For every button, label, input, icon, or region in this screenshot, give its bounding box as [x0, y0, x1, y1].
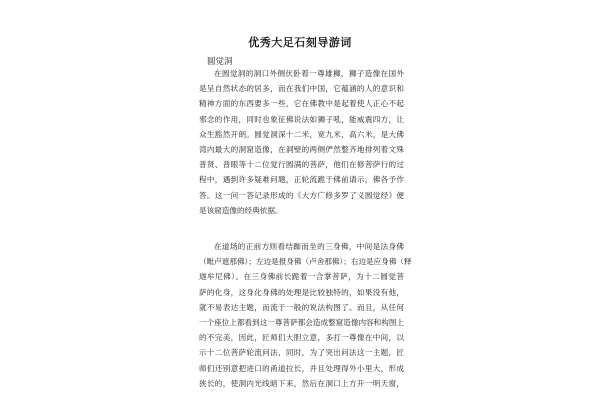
- text-line: 就不易表达主题，而流于一般的说法构图了。而且，从任何: [199, 302, 404, 312]
- section-label: 圆觉洞: [207, 57, 233, 67]
- text-line: 是该窟造像的经典依据。: [199, 205, 283, 215]
- paragraph-1: [199, 66, 404, 218]
- text-line: 师们还别意把进口的甬道拉长，并且处理得外小里大，形成: [199, 363, 404, 373]
- text-line: 邪念的作用，同时也象征佛说法如狮子吼，能威震四方，让: [199, 114, 404, 124]
- text-line: 示十二位菩萨轮流问法，同时，为了突出问法这一主题，匠: [199, 348, 404, 358]
- text-line: 的不完美，因此，匠师们大胆立意，多打一尊像在中间，以: [199, 333, 404, 343]
- text-line: 精神方面的东西要多一些，它在佛教中是起着使人正心不起: [199, 99, 404, 109]
- text-line: 迦牟尼佛）。在三身佛前长跪着一合掌菩萨，为十二圆觉菩: [199, 272, 404, 282]
- text-line: 程中，遇到许多疑难问题，正轮流跪于佛前请示，佛各予作: [199, 175, 404, 185]
- paragraph-2: [199, 239, 412, 391]
- text-line: 狭长的，使洞内光线暗下来，然后在洞口上方开一明天窗，: [199, 378, 404, 388]
- text-line: 是呈自然状态的居多，而在我们中国，它蕴涵的人的意识和: [199, 84, 404, 94]
- text-line: 湾内最大的洞窟造像，在洞壁的两侧俨然整齐地排列着文殊: [199, 144, 404, 154]
- text-line: 一个座位上都看到这一尊菩萨都会造成整窟造像内容和构图上: [199, 317, 405, 327]
- text-line: 答。这一问一答记录形成的《大方广修多罗了义圆觉经》便: [199, 190, 404, 200]
- text-line: 萨的化身，这身化身佛的处理是比较独特的，如果没有他，: [199, 287, 404, 297]
- text-line: 在圆觉洞的洞口外侧伏卧着一尊雄狮，狮子造像在国外: [214, 69, 404, 78]
- text-line: 普贤、普眼等十二位觉行圆满的菩萨，他们在修菩萨行的过: [199, 160, 404, 170]
- text-line: 众生豁然开朗。圆觉洞深十二米，宽九米，高六米，是大佛: [199, 129, 404, 139]
- text-line: （毗卢遮那佛）；左边是报身佛（卢舍那佛）；右边是应身佛（释: [199, 257, 412, 267]
- text-line: 在道场的正前方则看结跏而坐的三身佛，中间是法身佛: [214, 242, 404, 251]
- document-title: 优秀大足石刻导游词: [248, 36, 352, 49]
